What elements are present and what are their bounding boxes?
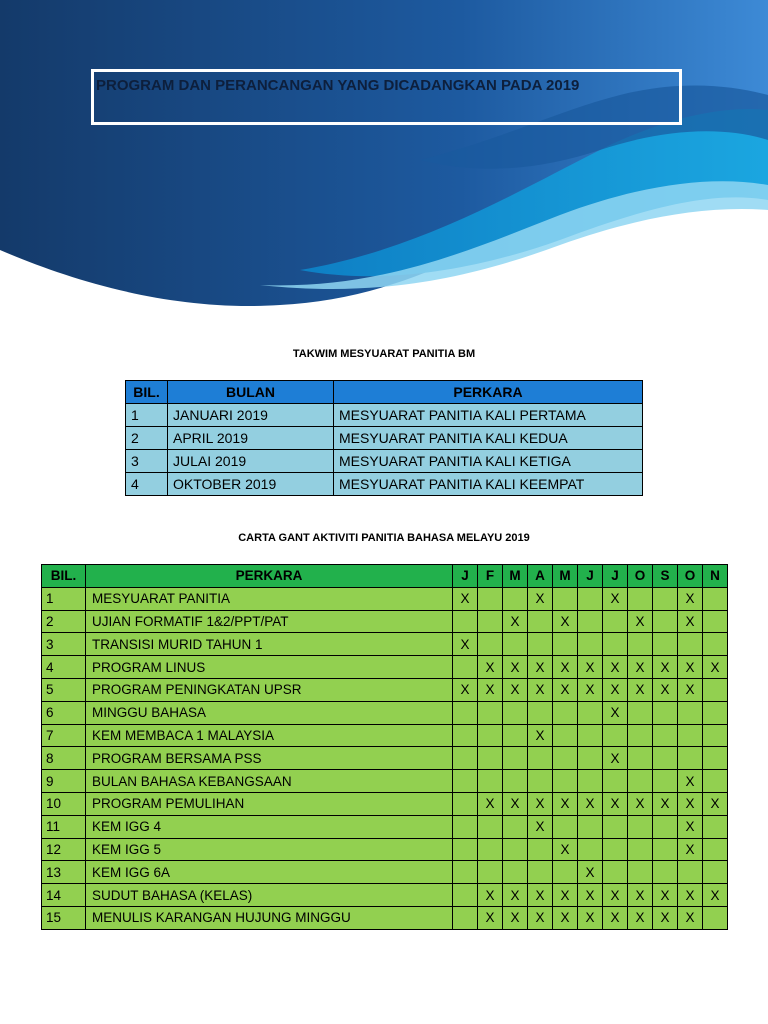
gant-cell-month-mark [478,770,503,793]
gant-row [42,724,728,747]
gant-row [42,747,728,770]
gant-cell-month-mark: X [553,678,578,701]
gant-cell-month-mark [453,815,478,838]
gant-cell-month-mark [553,724,578,747]
gant-cell-bil: 10 [42,792,86,815]
gant-cell-month-mark [703,861,728,884]
gant-cell-month-mark [603,861,628,884]
gant-cell-month-mark [628,633,653,656]
gant-cell-month-mark [653,861,678,884]
takwim-cell-bil: 1 [126,404,168,427]
takwim-row [126,473,643,496]
gant-row [42,678,728,701]
gant-cell-month-mark [453,792,478,815]
gant-cell-month-mark [653,815,678,838]
gant-cell-month-mark: X [478,884,503,907]
takwim-cell-perkara: MESYUARAT PANITIA KALI KETIGA [334,450,643,473]
gant-cell-month-mark: X [553,906,578,929]
gant-caption: CARTA GANT AKTIVITI PANITIA BAHASA MELAYU 2019 [238,532,530,544]
gant-header-bil: BIL. [42,565,86,588]
takwim-cell-bulan: JULAI 2019 [168,450,334,473]
gant-cell-month-mark [453,906,478,929]
gant-cell-month-mark [453,701,478,724]
gant-cell-month-mark: X [503,906,528,929]
gant-cell-month-mark [478,610,503,633]
takwim-cell-bil: 3 [126,450,168,473]
gant-cell-month-mark: X [628,656,653,679]
gant-cell-month-mark [703,633,728,656]
gant-cell-month-mark: X [628,678,653,701]
gant-cell-month-mark [603,815,628,838]
gant-cell-bil: 6 [42,701,86,724]
gant-cell-month-mark [703,770,728,793]
gant-cell-bil: 3 [42,633,86,656]
gant-cell-month-mark [653,610,678,633]
gant-row [42,838,728,861]
gant-cell-month-mark [453,770,478,793]
gant-cell-month-mark [653,701,678,724]
page-title: PROGRAM DAN PERANCANGAN YANG DICADANGKAN PADA 2019 [96,77,580,94]
gant-cell-perkara: SUDUT BAHASA (KELAS) [86,884,453,907]
gant-cell-month-mark: X [678,587,703,610]
gant-cell-month-mark: X [653,792,678,815]
gant-cell-month-mark [553,815,578,838]
gant-cell-month-mark: X [678,678,703,701]
gant-row [42,815,728,838]
gant-cell-perkara: KEM IGG 6A [86,861,453,884]
gant-cell-month-mark: X [678,610,703,633]
gant-cell-month-mark [653,633,678,656]
gant-cell-bil: 4 [42,656,86,679]
gant-header-month: J [453,565,478,588]
gant-cell-month-mark: X [678,906,703,929]
gant-cell-month-mark: X [603,701,628,724]
takwim-cell-bulan: OKTOBER 2019 [168,473,334,496]
gant-cell-month-mark [503,747,528,770]
gant-cell-month-mark: X [603,906,628,929]
gant-cell-month-mark [603,633,628,656]
gant-cell-month-mark: X [603,792,628,815]
gant-cell-month-mark: X [553,884,578,907]
gant-cell-month-mark [528,838,553,861]
takwim-cell-bulan: JANUARI 2019 [168,404,334,427]
gant-cell-month-mark [478,724,503,747]
gant-header-month: F [478,565,503,588]
gant-cell-month-mark [578,633,603,656]
gant-cell-month-mark [478,815,503,838]
gant-row [42,861,728,884]
gant-header-row [42,565,728,588]
gant-cell-month-mark [603,610,628,633]
gant-cell-month-mark [528,770,553,793]
gant-cell-month-mark: X [628,792,653,815]
gant-cell-month-mark: X [628,884,653,907]
gant-cell-month-mark [553,747,578,770]
gant-cell-month-mark [628,770,653,793]
gant-cell-month-mark [503,701,528,724]
gant-cell-month-mark [453,838,478,861]
gant-cell-month-mark: X [603,587,628,610]
gant-cell-month-mark [678,747,703,770]
gant-cell-month-mark [678,633,703,656]
gant-cell-month-mark [553,861,578,884]
gant-cell-month-mark [578,747,603,770]
gant-header-perkara: PERKARA [86,565,453,588]
gant-cell-month-mark [578,724,603,747]
gant-cell-month-mark: X [478,656,503,679]
header-banner [0,0,768,320]
gant-cell-month-mark [628,701,653,724]
gant-cell-month-mark: X [528,678,553,701]
gant-cell-perkara: PROGRAM PEMULIHAN [86,792,453,815]
gant-cell-perkara: PROGRAM BERSAMA PSS [86,747,453,770]
gant-row [42,656,728,679]
gant-cell-month-mark: X [603,678,628,701]
gant-cell-month-mark: X [528,884,553,907]
gant-header-month: M [503,565,528,588]
gant-cell-perkara: MENULIS KARANGAN HUJUNG MINGGU [86,906,453,929]
gant-cell-month-mark [453,656,478,679]
takwim-header-bil: BIL. [126,381,168,404]
gant-cell-month-mark [553,587,578,610]
gant-cell-month-mark [503,861,528,884]
gant-cell-month-mark [603,724,628,747]
gant-cell-month-mark: X [528,906,553,929]
gant-cell-perkara: MINGGU BAHASA [86,701,453,724]
takwim-cell-bil: 4 [126,473,168,496]
gant-cell-month-mark: X [528,587,553,610]
gant-chart-table [41,564,728,930]
gant-cell-month-mark: X [553,610,578,633]
gant-cell-month-mark [628,838,653,861]
gant-cell-month-mark [628,587,653,610]
gant-cell-month-mark [628,861,653,884]
gant-cell-month-mark: X [578,678,603,701]
takwim-caption: TAKWIM MESYUARAT PANITIA BM [292,348,476,360]
gant-cell-month-mark [453,610,478,633]
gant-cell-month-mark [628,815,653,838]
takwim-table [125,380,643,496]
gant-cell-month-mark [703,587,728,610]
gant-cell-month-mark: X [653,906,678,929]
gant-cell-month-mark [703,678,728,701]
gant-cell-month-mark [453,884,478,907]
takwim-row [126,404,643,427]
gant-cell-bil: 14 [42,884,86,907]
gant-header-month: J [603,565,628,588]
gant-cell-month-mark [578,587,603,610]
gant-cell-month-mark [528,610,553,633]
gant-cell-month-mark: X [703,792,728,815]
gant-cell-month-mark: X [703,656,728,679]
takwim-header-row [126,381,643,404]
gant-cell-month-mark [503,838,528,861]
gant-cell-bil: 7 [42,724,86,747]
gant-cell-month-mark: X [678,884,703,907]
gant-row [42,633,728,656]
gant-cell-month-mark: X [478,792,503,815]
gant-cell-month-mark: X [703,884,728,907]
gant-cell-month-mark [578,815,603,838]
gant-cell-month-mark [703,838,728,861]
gant-cell-month-mark [678,701,703,724]
gant-cell-month-mark [503,770,528,793]
gant-cell-month-mark [553,633,578,656]
gant-cell-month-mark [478,838,503,861]
gant-row [42,770,728,793]
gant-cell-month-mark: X [678,815,703,838]
gant-cell-month-mark [528,701,553,724]
takwim-cell-perkara: MESYUARAT PANITIA KALI PERTAMA [334,404,643,427]
gant-cell-month-mark: X [653,656,678,679]
gant-cell-month-mark: X [478,906,503,929]
gant-cell-month-mark: X [503,884,528,907]
gant-cell-month-mark: X [478,678,503,701]
gant-cell-perkara: TRANSISI MURID TAHUN 1 [86,633,453,656]
gant-cell-month-mark [703,815,728,838]
gant-cell-perkara: MESYUARAT PANITIA [86,587,453,610]
takwim-cell-perkara: MESYUARAT PANITIA KALI KEEMPAT [334,473,643,496]
gant-cell-month-mark [453,724,478,747]
gant-cell-month-mark [628,747,653,770]
gant-cell-month-mark [578,770,603,793]
gant-cell-bil: 5 [42,678,86,701]
gant-cell-month-mark: X [628,906,653,929]
gant-cell-month-mark [653,747,678,770]
gant-cell-month-mark: X [678,838,703,861]
gant-cell-perkara: KEM IGG 4 [86,815,453,838]
takwim-cell-bil: 2 [126,427,168,450]
gant-cell-month-mark [653,838,678,861]
gant-cell-month-mark: X [503,610,528,633]
gant-cell-month-mark: X [653,678,678,701]
gant-cell-month-mark: X [528,656,553,679]
gant-cell-month-mark: X [678,656,703,679]
gant-header-month: S [653,565,678,588]
gant-cell-bil: 1 [42,587,86,610]
gant-cell-month-mark: X [603,656,628,679]
gant-cell-month-mark: X [653,884,678,907]
gant-cell-month-mark [478,861,503,884]
gant-cell-month-mark [578,610,603,633]
gant-cell-month-mark: X [578,861,603,884]
gant-cell-month-mark: X [453,587,478,610]
gant-cell-month-mark [528,633,553,656]
gant-header-month: A [528,565,553,588]
gant-row [42,906,728,929]
takwim-cell-bulan: APRIL 2019 [168,427,334,450]
gant-cell-bil: 9 [42,770,86,793]
gant-cell-month-mark [503,724,528,747]
gant-cell-perkara: PROGRAM PENINGKATAN UPSR [86,678,453,701]
gant-cell-bil: 15 [42,906,86,929]
gant-cell-month-mark: X [578,884,603,907]
gant-header-month: O [678,565,703,588]
gant-cell-month-mark [703,747,728,770]
gant-cell-month-mark [553,770,578,793]
gant-cell-month-mark: X [503,656,528,679]
takwim-header-bulan: BULAN [168,381,334,404]
takwim-row [126,427,643,450]
gant-cell-month-mark [478,587,503,610]
gant-cell-month-mark [603,770,628,793]
gant-header-month: J [578,565,603,588]
gant-cell-month-mark [453,747,478,770]
gant-cell-month-mark: X [578,792,603,815]
gant-row [42,587,728,610]
gant-cell-month-mark: X [628,610,653,633]
gant-cell-month-mark: X [528,815,553,838]
gant-cell-month-mark [653,770,678,793]
gant-cell-bil: 2 [42,610,86,633]
gant-cell-month-mark: X [578,906,603,929]
gant-cell-month-mark [503,633,528,656]
gant-cell-month-mark [503,587,528,610]
gant-row [42,792,728,815]
gant-cell-perkara: PROGRAM LINUS [86,656,453,679]
gant-row [42,884,728,907]
gant-row [42,610,728,633]
gant-cell-month-mark [703,724,728,747]
gant-cell-month-mark: X [528,724,553,747]
gant-cell-month-mark [528,747,553,770]
takwim-header-perkara: PERKARA [334,381,643,404]
gant-row [42,701,728,724]
takwim-row [126,450,643,473]
gant-cell-month-mark: X [503,678,528,701]
gant-cell-month-mark: X [553,838,578,861]
gant-cell-month-mark [603,838,628,861]
gant-cell-month-mark: X [553,792,578,815]
gant-cell-month-mark [478,747,503,770]
gant-cell-month-mark: X [453,633,478,656]
gant-cell-bil: 8 [42,747,86,770]
gant-cell-month-mark [653,724,678,747]
gant-cell-month-mark [703,610,728,633]
gant-cell-month-mark [678,724,703,747]
gant-cell-month-mark: X [678,792,703,815]
gant-header-month: M [553,565,578,588]
gant-cell-month-mark: X [678,770,703,793]
gant-cell-bil: 12 [42,838,86,861]
gant-cell-month-mark [553,701,578,724]
gant-cell-month-mark [703,701,728,724]
gant-cell-month-mark: X [603,884,628,907]
gant-cell-perkara: KEM IGG 5 [86,838,453,861]
gant-cell-bil: 13 [42,861,86,884]
gant-cell-bil: 11 [42,815,86,838]
gant-cell-month-mark [528,861,553,884]
gant-cell-month-mark [503,815,528,838]
gant-cell-month-mark [578,701,603,724]
gant-cell-month-mark [703,906,728,929]
gant-cell-month-mark [678,861,703,884]
gant-cell-perkara: UJIAN FORMATIF 1&2/PPT/PAT [86,610,453,633]
gant-cell-month-mark: X [453,678,478,701]
gant-cell-month-mark [578,838,603,861]
gant-cell-perkara: BULAN BAHASA KEBANGSAAN [86,770,453,793]
gant-header-month: N [703,565,728,588]
gant-cell-month-mark [478,633,503,656]
gant-cell-month-mark [628,724,653,747]
gant-cell-month-mark: X [528,792,553,815]
gant-cell-month-mark: X [503,792,528,815]
gant-cell-month-mark [653,587,678,610]
takwim-cell-perkara: MESYUARAT PANITIA KALI KEDUA [334,427,643,450]
gant-cell-perkara: KEM MEMBACA 1 MALAYSIA [86,724,453,747]
gant-cell-month-mark [478,701,503,724]
gant-cell-month-mark: X [553,656,578,679]
gant-cell-month-mark [453,861,478,884]
gant-cell-month-mark: X [603,747,628,770]
gant-header-month: O [628,565,653,588]
gant-cell-month-mark: X [578,656,603,679]
